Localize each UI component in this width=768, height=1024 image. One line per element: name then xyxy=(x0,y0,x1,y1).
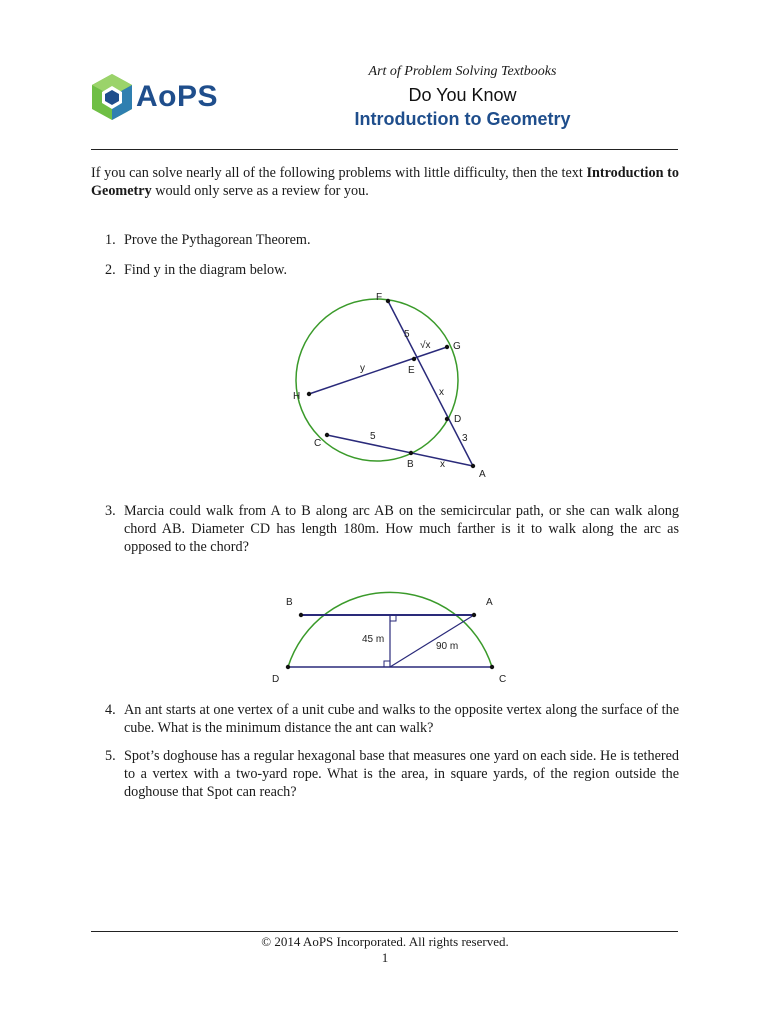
label-f: F xyxy=(376,292,383,303)
problem-3 xyxy=(91,502,679,556)
segment-ca xyxy=(327,435,473,466)
problem-4 xyxy=(91,701,679,737)
intro-book-title: Introduction to Geometry xyxy=(91,165,679,199)
label-b: B xyxy=(286,597,293,608)
intro-paragraph xyxy=(91,164,679,200)
length-eg: √x xyxy=(420,340,431,351)
circle-secant-diagram xyxy=(280,285,500,485)
length-fe: 5 xyxy=(404,329,410,340)
label-d: D xyxy=(454,414,462,425)
length-ba: x xyxy=(440,459,445,470)
length-height: 45 m xyxy=(362,634,385,645)
length-cb: 5 xyxy=(370,431,376,442)
logo-text: AoPS xyxy=(136,80,219,113)
problem-number: 3. xyxy=(105,503,116,519)
point-c xyxy=(490,665,494,669)
label-a: A xyxy=(479,469,486,480)
semicircle-diagram xyxy=(270,555,520,690)
page-subtitle: Do You Know xyxy=(408,85,517,105)
problem-text: Spot’s doghouse has a regular hexagonal base that measures one yard on each side. He is tethered to a vertex with a two-yard rope. What is the area, in square yards, of the region outside the doghouse that Spot can reach? xyxy=(124,748,679,800)
problem-text: An ant starts at one vertex of a unit cube and walks to the opposite vertex along the surface of the cube. What is the minimum distance the ant can walk? xyxy=(124,702,679,736)
point-g xyxy=(445,345,449,349)
label-h: H xyxy=(293,391,301,402)
label-b: B xyxy=(407,459,414,470)
point-a xyxy=(471,464,475,468)
point-b xyxy=(299,613,303,617)
label-g: G xyxy=(453,341,461,352)
length-he: y xyxy=(360,363,365,374)
problem-number: 4. xyxy=(105,702,116,718)
chord-hg xyxy=(309,347,447,394)
length-ed: x xyxy=(439,387,444,398)
label-c: C xyxy=(499,674,507,685)
problem-number: 1. xyxy=(105,232,116,248)
header-divider xyxy=(91,149,678,150)
book-title: Introduction to Geometry xyxy=(354,109,571,129)
label-d: D xyxy=(272,674,280,685)
label-a: A xyxy=(486,597,493,608)
point-c xyxy=(325,433,329,437)
problem-text: Find y in the diagram below. xyxy=(124,262,287,278)
point-e xyxy=(412,357,416,361)
problem-5 xyxy=(91,747,679,801)
intro-text-post: would only serve as a review for you. xyxy=(151,183,369,199)
length-radius: 90 m xyxy=(436,641,459,652)
series-title: Art of Problem Solving Textbooks xyxy=(368,64,557,79)
intro-text-pre: If you can solve nearly all of the following problems with little difficulty, then the text xyxy=(91,165,587,181)
footer-divider xyxy=(91,931,678,932)
problem-1 xyxy=(91,231,679,249)
page-number: 1 xyxy=(381,950,389,965)
right-angle-bottom xyxy=(384,661,390,667)
point-f xyxy=(386,299,390,303)
problem-number: 2. xyxy=(105,262,116,278)
point-h xyxy=(307,392,311,396)
label-c: C xyxy=(314,438,322,449)
point-d xyxy=(286,665,290,669)
point-d xyxy=(445,417,449,421)
aops-logo xyxy=(92,74,222,120)
copyright: © 2014 AoPS Incorporated. All rights reserved. xyxy=(261,934,509,949)
radius-line xyxy=(390,615,474,667)
problem-text: Prove the Pythagorean Theorem. xyxy=(124,232,311,248)
problem-number: 5. xyxy=(105,748,116,764)
point-b xyxy=(409,451,413,455)
logo-cube-icon xyxy=(92,74,132,120)
problem-text: Marcia could walk from A to B along arc AB on the semicircular path, or she can walk along chord AB. Diameter CD has length 180m. How much farther is it to walk along the arc as opposed to the chord? xyxy=(124,503,679,555)
problem-2 xyxy=(91,261,679,279)
label-e: E xyxy=(408,365,415,376)
point-a xyxy=(472,613,476,617)
length-da: 3 xyxy=(462,433,468,444)
circle xyxy=(296,299,458,461)
